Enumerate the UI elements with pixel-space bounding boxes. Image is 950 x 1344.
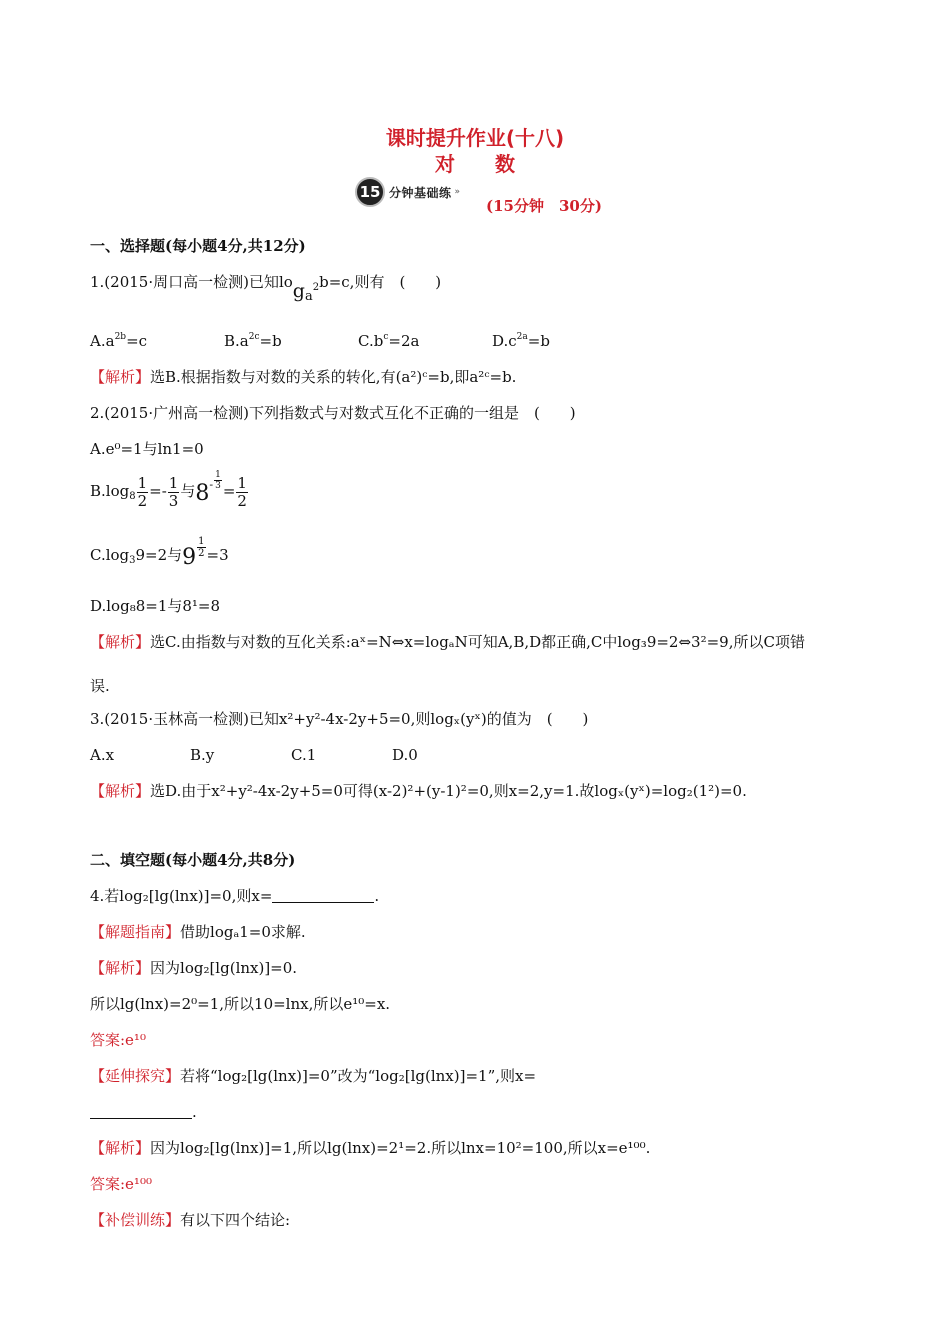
question-4-analysis: 【解析】因为log₂[lg(lnx)]=0.	[90, 959, 298, 977]
question-2-analysis: 【解析】选C.由指数与对数的互化关系:aˣ=N⇔x=logₐN可知A,B,D都正确,C中log₃9=2⇔3²=9,所以C项错	[90, 633, 805, 651]
question-3-option-c: C.1	[291, 746, 317, 764]
question-1-analysis: 【解析】选B.根据指数与对数的关系的转化,有(a²)ᶜ=b,即a²ᶜ=b.	[90, 368, 517, 386]
answer-blank	[272, 888, 374, 903]
question-4-extension: 【延伸探究】若将“log₂[lg(lnx)]=0”改为“log₂[lg(lnx)]=1”,则x=	[90, 1067, 537, 1085]
question-3-stem: 3.(2015·玉林高一检测)已知x²+y²-4x-2y+5=0,则logₓ(yˣ)的值为 ( )	[90, 710, 589, 728]
badge-number: 15	[355, 177, 385, 207]
question-1-option-a: $A.a^{2b}=c$	[90, 332, 148, 350]
question-2-option-d: D.log₈8=1与8¹=8	[90, 597, 221, 615]
time-badge	[355, 177, 460, 207]
question-4-extension-answer: 答案:e¹⁰⁰	[90, 1175, 152, 1193]
question-4-extension-blank: .	[90, 1102, 197, 1122]
question-2-option-b: $B.\log_8$ $\frac{1}{2}$ =- $\frac{1}{3}$ 与$8^{- \frac{1}{3}}$ = $\frac{1}{2}$	[90, 470, 247, 510]
question-2-option-c: $C.\log_39=2$与9 $^{\frac{1}{2}}$ =3	[90, 536, 229, 570]
question-3-analysis: 【解析】选D.由于x²+y²-4x-2y+5=0可得(x-2)²+(y-1)²=0,则x=2,y=1.故logₓ(yˣ)=log₂(1²)=0.	[90, 782, 747, 800]
question-1-stem: 1.(2015·周口高一检测)已知$\log_a^2b=c$,则有 ( )	[90, 273, 442, 304]
question-4-extension-analysis: 【解析】因为log₂[lg(lnx)]=1,所以lg(lnx)=2¹=2.所以lnx=10²=100,所以x=e¹⁰⁰.	[90, 1139, 651, 1157]
question-4-analysis-step: 所以lg(lnx)=2⁰=1,所以10=lnx,所以e¹⁰=x.	[90, 995, 391, 1013]
page-title: 课时提升作业(十八)	[385, 126, 565, 150]
question-3-option-b: B.y	[190, 746, 215, 764]
question-4-stem: 4.若log₂[lg(lnx)]=0,则x= .	[90, 887, 380, 905]
question-4-guide: 【解题指南】借助logₐ1=0求解.	[90, 923, 306, 941]
double-arrow-icon: »	[454, 187, 461, 197]
section-heading-choice: 一、选择题(每小题4分,共12分)	[90, 237, 306, 255]
section-heading-fill: 二、填空题(每小题4分,共8分)	[90, 851, 296, 869]
question-1-option-d: $D.c^{2a}=b$	[492, 332, 550, 350]
question-3-option-a: A.x	[90, 746, 115, 764]
question-1-option-b: $B.a^{2c}=b$	[224, 332, 282, 350]
question-2-stem: 2.(2015·广州高一检测)下列指数式与对数式互化不正确的一组是 ( )	[90, 404, 576, 422]
question-4-answer: 答案:e¹⁰	[90, 1031, 146, 1049]
answer-blank	[90, 1104, 192, 1119]
question-2-option-a: A.e⁰=1与ln1=0	[90, 440, 204, 458]
question-2-analysis-cont: 误.	[90, 677, 110, 695]
compensation-training: 【补偿训练】有以下四个结论:	[90, 1211, 291, 1229]
question-1-option-c: $C.b^c=2a$	[358, 332, 420, 350]
badge-label: 分钟基础练	[389, 185, 452, 200]
page-subtitle: 对 数	[435, 152, 515, 176]
time-score: (15分钟 30分)	[486, 197, 602, 215]
question-3-option-d: D.0	[392, 746, 418, 764]
